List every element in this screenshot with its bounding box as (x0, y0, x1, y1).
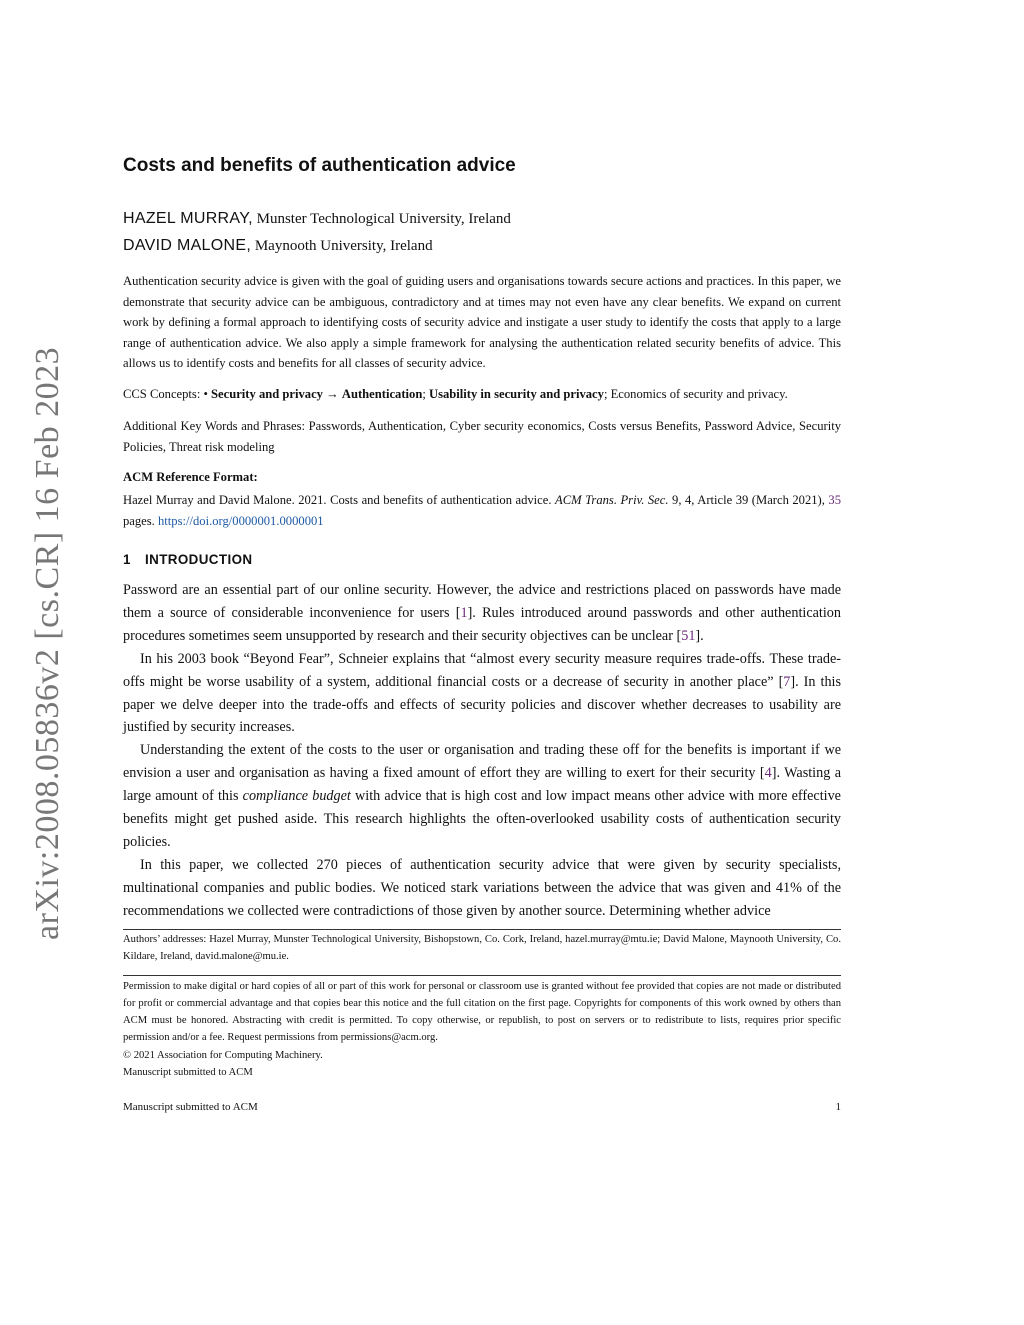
section-number: 1 (123, 552, 131, 567)
acm-reference-heading: ACM Reference Format: (123, 470, 258, 484)
author-name: DAVID MALONE, (123, 237, 252, 254)
arxiv-identifier: arXiv:2008.05836v2 [cs.CR] 16 Feb 2023 (29, 346, 66, 940)
introduction-body (123, 579, 841, 923)
ref-text: 9, 4, Article 39 (March 2021), (668, 493, 829, 507)
author-affiliation: Munster Technological University, Ireland (256, 211, 511, 227)
section-title: INTRODUCTION (145, 552, 253, 567)
paragraph (123, 579, 841, 648)
text: Understanding the extent of the costs to the user or organisation and trading these off for the benefits is important if we envision a user and organisation as having a fixed amount of effort they are willing to exert for their security [ (123, 742, 841, 782)
abstract: Authentication security advice is given with the goal of guiding users and organisations towards secure actions and practices. In this paper, we demonstrate that security advice can be ambiguous, contradictory and at times may not even have any clear benefits. We expand on current work by defining a formal approach to identifying costs of security advice and instigate a user study to identify the costs that apply to a large range of authentication advice. We also apply a simple framework for analysing the authentication related security benefits of advice. This allows us to identify costs and benefits for all classes of security advice. (123, 274, 841, 371)
page-footer-left: Manuscript submitted to ACM (123, 1101, 258, 1113)
copyright-line: © 2021 Association for Computing Machinery. (123, 1050, 323, 1061)
authors-addresses-footnote: Authors’ addresses: Hazel Murray, Munster Technological University, Bishopstown, Co. Cork, Ireland, hazel.murray@mtu.ie; David Malone, Maynooth University, Co. Kildare, Ireland, david.malone@mu.ie. (123, 934, 841, 962)
ref-journal: ACM Trans. Priv. Sec. (555, 493, 669, 507)
author-1 (123, 209, 841, 229)
ccs-concepts (123, 384, 841, 405)
page-number: 1 (835, 1101, 841, 1113)
emphasis: compliance budget (242, 788, 351, 805)
permission-notice: Permission to make digital or hard copies of all or part of this work for personal or classroom use is granted without fee provided that copies are not made or distributed for profit or commercial advantage and that copies bear this notice and the full citation on the first page. Copyrights for components of this work owned by others than ACM must be honored. Abstracting with credit is permitted. To copy otherwise, or republish, to post on servers or to redistribute to lists, requires prior specific permission and/or a fee. Request permissions from permissions@acm.org. (123, 981, 841, 1043)
text: In this paper, we collected 270 pieces of authentication security advice that were given by security specialists, multinational companies and public bodies. We noticed stark variations between the advice that was given and 41% of the recommendations we collected were contradictions of those given by another source. Determining whether advice (123, 856, 841, 919)
text: with advice that is high cost and low impact means other advice with more effective benefits might get pushed aside. This research highlights the often-overlooked usability costs of authentication security policies. (123, 788, 841, 850)
ccs-prefix: CCS Concepts: • (123, 387, 212, 401)
acm-reference (123, 490, 841, 531)
ccs-concept-2: Authentication (341, 387, 423, 401)
author-affiliation: Maynooth University, Ireland (254, 238, 433, 254)
ccs-separator: ; (422, 387, 429, 401)
citation-link[interactable]: 1 (460, 604, 468, 621)
ref-text: pages. (123, 513, 158, 528)
copyright-block (123, 1047, 841, 1081)
permission-divider (123, 975, 841, 976)
text: In his 2003 book “Beyond Fear”, Schneier explains that “almost every security measure requires trade-offs. These trade-offs might be worse usability of a system, additional financial costs or a decrease of security in another place” [ (123, 650, 841, 690)
text: ]. Rules introduced around passwords and other authentication procedures sometimes seem unsupported by research and their security objectives can be unclear [ (123, 604, 841, 644)
citation-link[interactable]: 7 (783, 673, 791, 690)
doi-link[interactable]: https://doi.org/0000001.0000001 (157, 513, 324, 528)
ref-pages-link[interactable]: 35 (828, 493, 842, 507)
text: ]. (695, 627, 704, 644)
paragraph (123, 854, 841, 923)
citation-link[interactable]: 4 (764, 765, 772, 782)
ccs-suffix: ; Economics of security and privacy. (603, 387, 788, 401)
ref-text: Hazel Murray and David Malone. 2021. Costs and benefits of authentication advice. (123, 493, 556, 507)
ccs-arrow: → (322, 387, 342, 401)
keywords: Additional Key Words and Phrases: Passwords, Authentication, Cyber security economics, Costs versus Benefits, Password Advice, Security Policies, Threat risk modeling (123, 419, 841, 454)
citation-link[interactable]: 51 (681, 627, 696, 644)
ccs-concept-1: Security and privacy (211, 387, 323, 401)
manuscript-line: Manuscript submitted to ACM (123, 1067, 253, 1078)
section-heading (123, 552, 841, 567)
text: Password are an essential part of our online security. However, the advice and restrictions placed on passwords have made them a source of considerable inconvenience for users [ (123, 582, 841, 621)
ccs-concept-3: Usability in security and privacy (429, 387, 604, 401)
paragraph (123, 739, 841, 854)
footnote-divider (123, 929, 841, 930)
text: ]. Wasting a large amount of this (123, 765, 841, 805)
paragraph (123, 648, 841, 740)
text: ]. In this paper we delve deeper into the trade-offs and effects of security policies and discover whether decreases to usability are justified by security increases. (123, 673, 842, 736)
paper-title: Costs and benefits of authentication advice (123, 155, 516, 176)
author-2 (123, 236, 841, 256)
author-name: HAZEL MURRAY, (123, 210, 253, 227)
